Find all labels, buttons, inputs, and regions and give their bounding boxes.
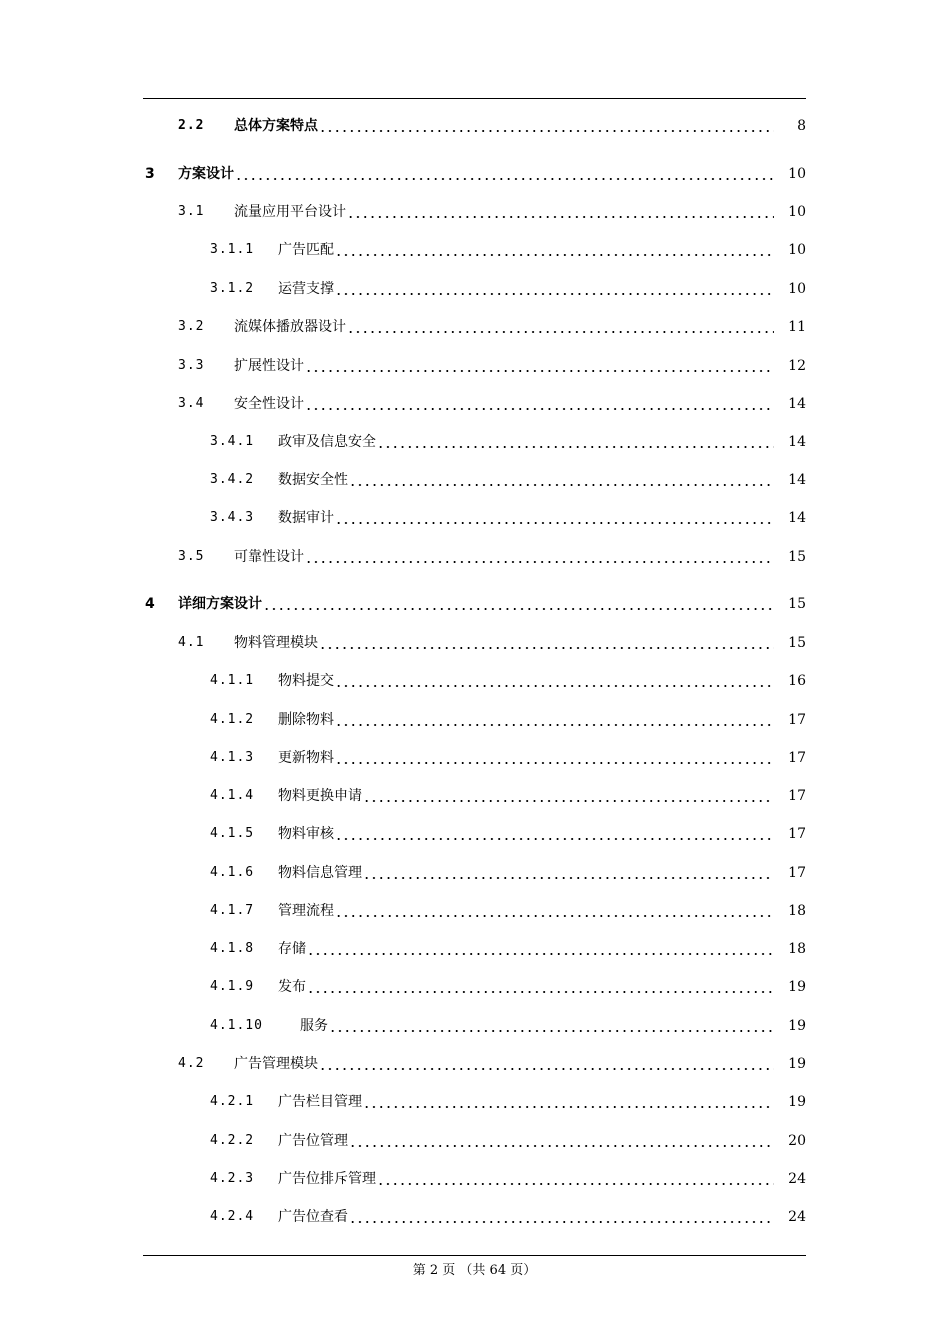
toc-entry-number: 4.2 [178, 1056, 205, 1071]
toc-entry-number: 4 [145, 596, 155, 612]
toc-entry-page: 10 [788, 166, 806, 182]
toc-entry-number: 4.1.7 [210, 903, 255, 918]
dot-leader [305, 545, 774, 569]
toc-entry-title: 物料审核 [278, 822, 335, 846]
toc-entry-page: 17 [788, 788, 806, 804]
dot-leader [335, 506, 774, 530]
toc-entry-page: 15 [788, 549, 806, 565]
toc-entry-page: 17 [788, 826, 806, 842]
dot-leader [335, 238, 774, 262]
toc-entry[interactable] [0, 1205, 950, 1229]
toc-entry-leader [178, 162, 780, 186]
toc-entry-number: 3.2 [178, 319, 205, 334]
toc-entry[interactable] [0, 277, 950, 301]
toc-entry-leader [278, 1129, 780, 1153]
toc-entry-leader [278, 468, 780, 492]
toc-entry-number: 3.5 [178, 549, 205, 564]
page-footer: 第 2 页 （共 64 页） [412, 1263, 537, 1278]
toc-entry-leader [278, 822, 780, 846]
toc-entry-title: 总体方案特点 [234, 114, 319, 138]
toc-entry-page: 24 [788, 1171, 806, 1187]
toc-entry-leader [278, 1090, 780, 1114]
toc-entry-title: 扩展性设计 [234, 354, 305, 378]
toc-entry[interactable] [0, 354, 950, 378]
toc-entry-title: 存储 [278, 937, 307, 961]
toc-entry[interactable] [0, 162, 950, 186]
toc-entry-page: 24 [788, 1209, 806, 1225]
toc-entry[interactable] [0, 430, 950, 454]
toc-entry-number: 4.2.3 [210, 1171, 255, 1186]
toc-entry-page: 19 [788, 1018, 806, 1034]
toc-entry-title: 发布 [278, 975, 307, 999]
dot-leader [319, 114, 774, 138]
toc-entry-leader [278, 899, 780, 923]
toc-entry[interactable] [0, 1014, 950, 1038]
toc-entry-title: 详细方案设计 [178, 592, 263, 616]
toc-entry-title: 方案设计 [178, 162, 235, 186]
toc-entry[interactable] [0, 238, 950, 262]
dot-leader [363, 1090, 774, 1114]
toc-entry-leader [278, 861, 780, 885]
toc-entry-page: 19 [788, 979, 806, 995]
dot-leader [349, 1129, 774, 1153]
toc-entry[interactable] [0, 1090, 950, 1114]
toc-entry-page: 20 [788, 1133, 806, 1149]
toc-entry-page: 19 [788, 1094, 806, 1110]
toc-entry-leader [234, 114, 780, 138]
dot-leader [335, 669, 774, 693]
toc-entry-leader [278, 506, 780, 530]
toc-entry-title: 广告位管理 [278, 1129, 349, 1153]
toc-entry[interactable] [0, 392, 950, 416]
toc-entry[interactable] [0, 315, 950, 339]
toc-entry-title: 广告管理模块 [234, 1052, 319, 1076]
toc-entry-title: 数据安全性 [278, 468, 349, 492]
toc-entry-page: 17 [788, 865, 806, 881]
dot-leader [263, 592, 774, 616]
toc-entry-page: 15 [788, 596, 806, 612]
dot-leader [305, 354, 774, 378]
toc-entry-number: 3 [145, 166, 155, 182]
toc-entry-page: 16 [788, 673, 806, 689]
toc-entry-page: 8 [797, 118, 806, 134]
toc-entry-title: 广告位排斥管理 [278, 1167, 377, 1191]
toc-entry-number: 4.1.3 [210, 750, 255, 765]
dot-leader [335, 899, 774, 923]
toc-entry-leader [278, 238, 780, 262]
toc-entry-number: 4.1.9 [210, 979, 255, 994]
dot-leader [335, 708, 774, 732]
toc-entry-title: 广告位查看 [278, 1205, 349, 1229]
toc-entry-title: 数据审计 [278, 506, 335, 530]
toc-entry-leader [234, 545, 780, 569]
toc-entry-number: 4.2.1 [210, 1094, 255, 1109]
toc-entry-number: 3.4.2 [210, 472, 255, 487]
dot-leader [377, 430, 774, 454]
toc-entry-number: 4.2.2 [210, 1133, 255, 1148]
dot-leader [363, 784, 774, 808]
dot-leader [307, 975, 774, 999]
dot-leader [235, 162, 774, 186]
toc-entry-title: 管理流程 [278, 899, 335, 923]
toc-entry-page: 10 [788, 204, 806, 220]
toc-entry-number: 2.2 [178, 118, 205, 133]
dot-leader [305, 392, 774, 416]
toc-entry-number: 3.1.1 [210, 242, 255, 257]
toc-entry-leader [278, 1167, 780, 1191]
toc-entry-title: 物料更换申请 [278, 784, 363, 808]
toc-entry-number: 3.1 [178, 204, 205, 219]
toc-entry-number: 4.1.5 [210, 826, 255, 841]
toc-entry-leader [234, 631, 780, 655]
toc-entry-number: 4.1 [178, 635, 205, 650]
toc-entry-number: 4.1.1 [210, 673, 255, 688]
dot-leader [335, 822, 774, 846]
toc-entry-number: 4.2.4 [210, 1209, 255, 1224]
toc-entry[interactable] [0, 975, 950, 999]
dot-leader [347, 200, 774, 224]
dot-leader [335, 746, 774, 770]
dot-leader [349, 1205, 774, 1229]
toc-entry[interactable] [0, 822, 950, 846]
toc-entry[interactable] [0, 669, 950, 693]
toc-entry-number: 4.1.4 [210, 788, 255, 803]
toc-entry-number: 3.4 [178, 396, 205, 411]
toc-entry-number: 3.4.1 [210, 434, 255, 449]
toc-entry-page: 10 [788, 242, 806, 258]
toc-entry[interactable] [0, 746, 950, 770]
toc-entry[interactable] [0, 937, 950, 961]
toc-entry-leader [278, 937, 780, 961]
dot-leader [307, 937, 774, 961]
toc-entry-page: 14 [788, 396, 806, 412]
toc-entry-title: 广告栏目管理 [278, 1090, 363, 1114]
dot-leader [349, 468, 774, 492]
toc-entry[interactable] [0, 784, 950, 808]
toc-entry-leader [278, 430, 780, 454]
toc-entry-title: 流量应用平台设计 [234, 200, 347, 224]
dot-leader [347, 315, 774, 339]
toc-entry-title: 更新物料 [278, 746, 335, 770]
toc-entry-leader [234, 315, 780, 339]
toc-entry-page: 17 [788, 712, 806, 728]
toc-entry-number: 3.1.2 [210, 281, 255, 296]
toc-entry-title: 可靠性设计 [234, 545, 305, 569]
toc-entry[interactable] [0, 631, 950, 655]
toc-entry-leader [234, 392, 780, 416]
dot-leader [319, 631, 774, 655]
toc-entry-leader [278, 784, 780, 808]
toc-entry-title: 物料提交 [278, 669, 335, 693]
toc-entry-title: 删除物料 [278, 708, 335, 732]
toc-entry-title: 物料信息管理 [278, 861, 363, 885]
toc-entry-leader [278, 669, 780, 693]
toc-entry-number: 4.1.8 [210, 941, 255, 956]
toc-entry-leader [278, 1205, 780, 1229]
toc-entry-leader [234, 200, 780, 224]
toc-entry[interactable] [0, 861, 950, 885]
toc-entry[interactable] [0, 468, 950, 492]
toc-entry-leader [178, 592, 780, 616]
dot-leader [335, 277, 774, 301]
toc-entry[interactable] [0, 592, 950, 616]
toc-entry-leader [278, 975, 780, 999]
toc-entry[interactable] [0, 200, 950, 224]
toc-entry-leader [278, 746, 780, 770]
toc-entry-number: 3.3 [178, 358, 205, 373]
toc-entry[interactable] [0, 545, 950, 569]
toc-entry-page: 12 [788, 358, 806, 374]
dot-leader [377, 1167, 774, 1191]
toc-entry-number: 4.1.2 [210, 712, 255, 727]
toc-entry-title: 政审及信息安全 [278, 430, 377, 454]
toc-entry[interactable] [0, 1167, 950, 1191]
dot-leader [319, 1052, 774, 1076]
toc-entry-page: 15 [788, 635, 806, 651]
toc-entry[interactable] [0, 1129, 950, 1153]
footer-rule [143, 1255, 806, 1256]
toc-entry-title: 流媒体播放器设计 [234, 315, 347, 339]
toc-entry[interactable] [0, 899, 950, 923]
toc-entry-page: 19 [788, 1056, 806, 1072]
toc-entry-leader [234, 1052, 780, 1076]
toc-entry[interactable] [0, 506, 950, 530]
toc-entry-leader [234, 354, 780, 378]
toc-entry-page: 14 [788, 510, 806, 526]
dot-leader [363, 861, 774, 885]
toc-entry-number: 4.1.6 [210, 865, 255, 880]
toc-entry[interactable] [0, 114, 950, 138]
toc-entry[interactable] [0, 708, 950, 732]
toc-entry-leader [300, 1014, 780, 1038]
toc-entry-title: 广告匹配 [278, 238, 335, 262]
toc-entry[interactable] [0, 1052, 950, 1076]
toc-entry-title: 运营支撑 [278, 277, 335, 301]
toc-entry-leader [278, 708, 780, 732]
toc-entry-number: 3.4.3 [210, 510, 255, 525]
toc-entry-page: 14 [788, 472, 806, 488]
toc-entry-number: 4.1.10 [210, 1018, 263, 1033]
dot-leader [329, 1014, 774, 1038]
toc-entry-page: 11 [788, 319, 806, 335]
toc-entry-title: 服务 [300, 1014, 329, 1038]
toc-entry-leader [278, 277, 780, 301]
toc-entry-title: 安全性设计 [234, 392, 305, 416]
toc-entry-page: 18 [788, 941, 806, 957]
toc-entry-page: 18 [788, 903, 806, 919]
toc-entry-page: 10 [788, 281, 806, 297]
toc-entry-page: 17 [788, 750, 806, 766]
toc-entry-title: 物料管理模块 [234, 631, 319, 655]
toc-entry-page: 14 [788, 434, 806, 450]
